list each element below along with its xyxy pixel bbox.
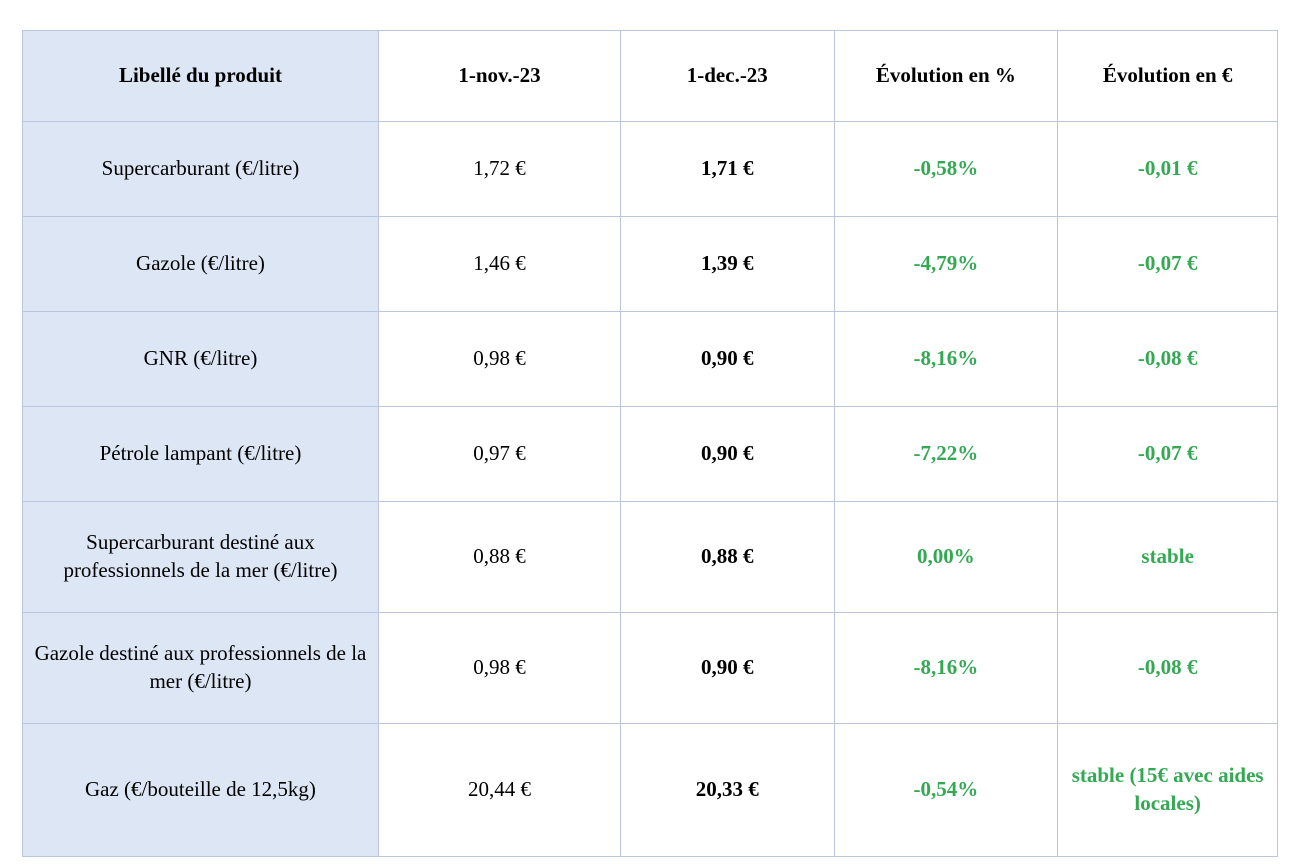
- cell-current-price: 0,90 €: [621, 407, 835, 502]
- cell-evolution-percent: -0,58%: [834, 122, 1058, 217]
- cell-evolution-percent: -8,16%: [834, 312, 1058, 407]
- cell-evolution-percent: -4,79%: [834, 217, 1058, 312]
- cell-previous-price: 0,98 €: [378, 613, 620, 724]
- cell-evolution-euro: -0,07 €: [1058, 407, 1278, 502]
- cell-product-label: Gazole destiné aux professionnels de la mer (€/litre): [23, 613, 379, 724]
- table-row: [23, 407, 1278, 502]
- cell-current-price: 1,39 €: [621, 217, 835, 312]
- table-row: [23, 502, 1278, 613]
- cell-current-price: 0,90 €: [621, 613, 835, 724]
- table-row: [23, 122, 1278, 217]
- column-header-previous-date: 1-nov.-23: [378, 31, 620, 122]
- cell-product-label: Gaz (€/bouteille de 12,5kg): [23, 724, 379, 857]
- cell-previous-price: 0,98 €: [378, 312, 620, 407]
- column-header-label: Libellé du produit: [23, 31, 379, 122]
- cell-evolution-percent: 0,00%: [834, 502, 1058, 613]
- cell-product-label: Supercarburant (€/litre): [23, 122, 379, 217]
- cell-current-price: 0,88 €: [621, 502, 835, 613]
- cell-previous-price: 0,97 €: [378, 407, 620, 502]
- table-row: [23, 312, 1278, 407]
- cell-current-price: 0,90 €: [621, 312, 835, 407]
- cell-current-price: 1,71 €: [621, 122, 835, 217]
- fuel-price-table: [22, 30, 1278, 857]
- cell-evolution-euro: stable: [1058, 502, 1278, 613]
- cell-evolution-euro: -0,01 €: [1058, 122, 1278, 217]
- table-row: [23, 724, 1278, 857]
- cell-evolution-euro: -0,08 €: [1058, 312, 1278, 407]
- table-header: [23, 31, 1278, 122]
- cell-previous-price: 0,88 €: [378, 502, 620, 613]
- cell-product-label: Supercarburant destiné aux professionnels de la mer (€/litre): [23, 502, 379, 613]
- cell-previous-price: 1,46 €: [378, 217, 620, 312]
- table-row: [23, 613, 1278, 724]
- column-header-evolution-euro: Évolution en €: [1058, 31, 1278, 122]
- cell-evolution-percent: -0,54%: [834, 724, 1058, 857]
- cell-evolution-euro: -0,07 €: [1058, 217, 1278, 312]
- cell-previous-price: 1,72 €: [378, 122, 620, 217]
- cell-evolution-euro: stable (15€ avec aides locales): [1058, 724, 1278, 857]
- table-header-row: [23, 31, 1278, 122]
- cell-product-label: Pétrole lampant (€/litre): [23, 407, 379, 502]
- cell-evolution-percent: -7,22%: [834, 407, 1058, 502]
- cell-product-label: GNR (€/litre): [23, 312, 379, 407]
- cell-previous-price: 20,44 €: [378, 724, 620, 857]
- cell-product-label: Gazole (€/litre): [23, 217, 379, 312]
- table-body: [23, 122, 1278, 857]
- column-header-evolution-percent: Évolution en %: [834, 31, 1058, 122]
- cell-evolution-percent: -8,16%: [834, 613, 1058, 724]
- column-header-current-date: 1-dec.-23: [621, 31, 835, 122]
- table-row: [23, 217, 1278, 312]
- cell-current-price: 20,33 €: [621, 724, 835, 857]
- cell-evolution-euro: -0,08 €: [1058, 613, 1278, 724]
